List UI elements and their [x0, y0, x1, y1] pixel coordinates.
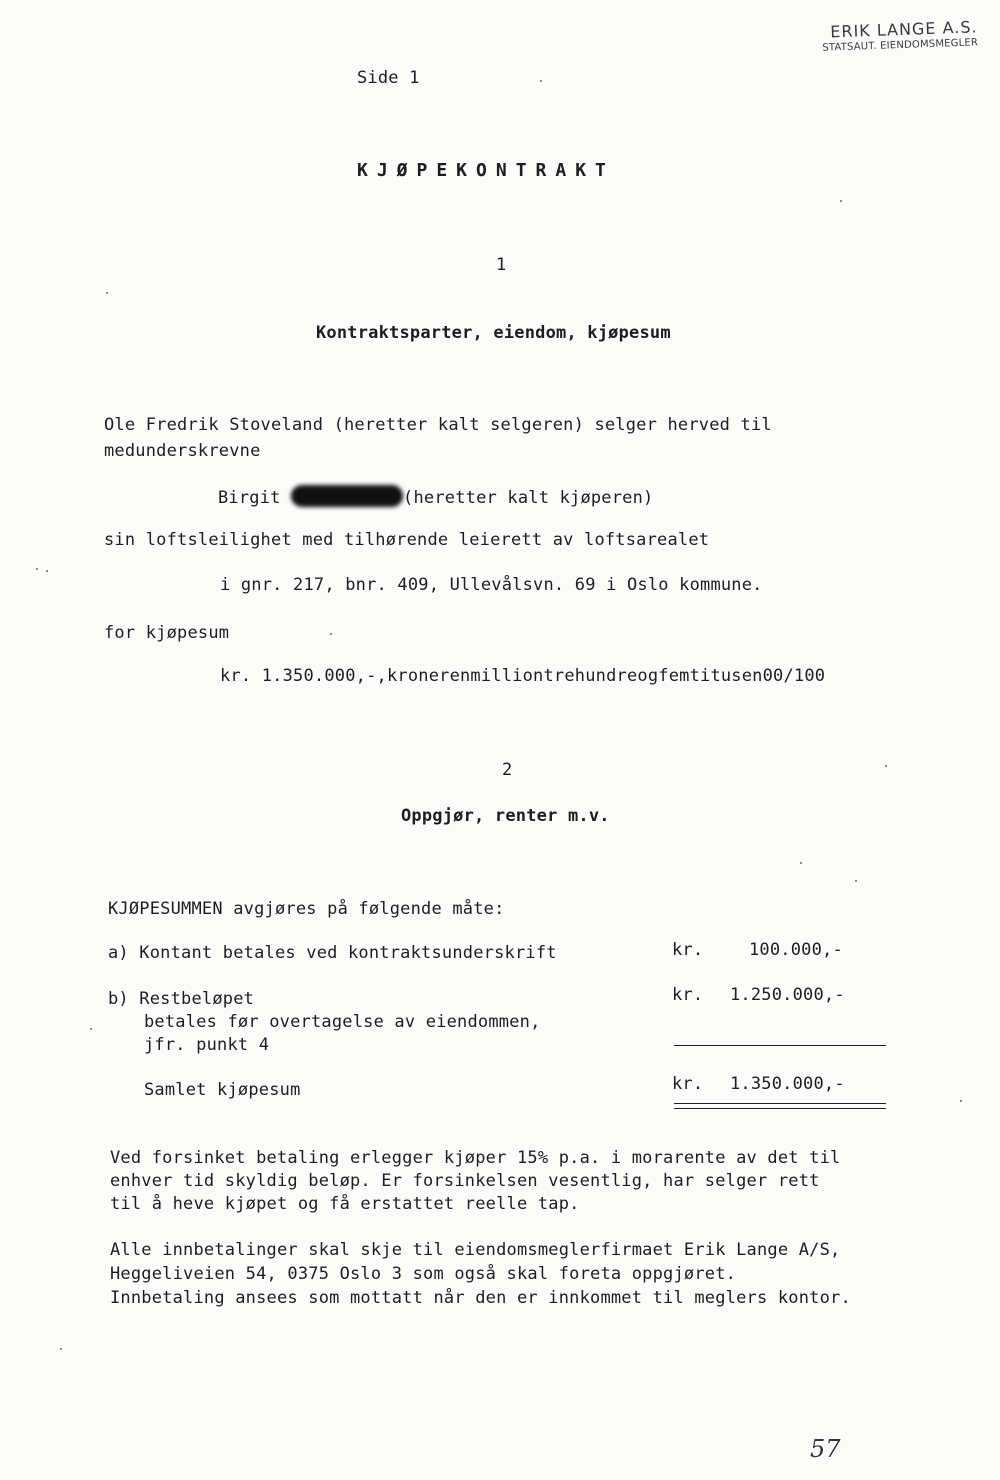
total-label: Samlet kjøpesum [144, 1080, 301, 1100]
scan-speck [540, 80, 542, 82]
total-double-rule-bottom [674, 1108, 886, 1109]
parties-line-2: medunderskrevne [104, 441, 261, 461]
total-amount: 1.350.000,- [730, 1074, 845, 1094]
section-2-number: 2 [502, 760, 513, 780]
item-b-currency: kr. [672, 985, 704, 1005]
payment-info-line-3: Innbetaling ansees som mottatt når den er innkommet til meglers kontor. [110, 1288, 851, 1308]
item-b-detail-1: betales før overtagelse av eiendommen, [144, 1012, 541, 1032]
stamp-company: ERIK LANGE A.S. [830, 17, 979, 42]
buyer-line [218, 485, 653, 508]
item-a-amount: 100.000,- [749, 940, 843, 960]
property-line: sin loftsleilighet med tilhørende leierett av loftsarealet [104, 530, 710, 550]
redacted-surname [291, 485, 403, 507]
item-b-detail-2: jfr. punkt 4 [144, 1035, 270, 1055]
stamp-subtitle: STATSAUT. EIENDOMSMEGLER [822, 37, 979, 54]
document-title: KJØPEKONTRAKT [357, 160, 615, 181]
price-line: kr. 1.350.000,-,kronerenmilliontrehundreogfemtitusen00/100 [220, 666, 826, 686]
payment-info-line-2: Heggeliveien 54, 0375 Oslo 3 som også skal foreta oppgjøret. [110, 1264, 737, 1284]
late-payment-line-2: enhver tid skyldig beløp. Er forsinkelsen vesentlig, har selger rett [110, 1171, 820, 1191]
subtotal-rule [674, 1045, 886, 1046]
buyer-first-name: Birgit [218, 488, 281, 508]
scan-speck [885, 765, 887, 767]
parties-line-1: Ole Fredrik Stoveland (heretter kalt selgeren) selger herved til [104, 415, 772, 435]
scan-speck [840, 200, 842, 202]
late-payment-line-3: til å heve kjøpet og få erstattet reelle tap. [110, 1194, 580, 1214]
address-line: i gnr. 217, bnr. 409, Ullevålsvn. 69 i Oslo kommune. [220, 575, 763, 595]
total-currency: kr. [672, 1074, 704, 1094]
company-stamp [822, 17, 979, 53]
scan-speck [960, 1100, 962, 1102]
payment-info-line-1: Alle innbetalinger skal skje til eiendomsmeglerfirmaet Erik Lange A/S, [110, 1240, 841, 1260]
scan-speck [330, 633, 332, 635]
scan-speck [855, 880, 857, 882]
handwritten-page-number: 57 [810, 1435, 841, 1463]
total-double-rule-top [674, 1103, 886, 1104]
section-1-number: 1 [496, 255, 507, 275]
item-a-currency: kr. [672, 940, 704, 960]
scan-speck [106, 292, 108, 294]
scan-speck [46, 570, 48, 572]
late-payment-line-1: Ved forsinket betaling erlegger kjøper 15% p.a. i morarente av det til [110, 1148, 841, 1168]
scan-speck [800, 862, 802, 864]
payment-intro: KJØPESUMMEN avgjøres på følgende måte: [108, 899, 505, 919]
scan-speck [36, 568, 38, 570]
buyer-suffix: (heretter kalt kjøperen) [403, 488, 654, 508]
item-b-label: b) Restbeløpet [108, 989, 255, 1009]
item-a-label: a) Kontant betales ved kontraktsunderskrift [108, 943, 557, 963]
scan-speck [60, 1348, 62, 1350]
scan-speck [90, 1028, 92, 1030]
page-label: Side 1 [357, 68, 420, 88]
item-b-amount: 1.250.000,- [730, 985, 845, 1005]
price-intro: for kjøpesum [104, 623, 230, 643]
section-2-heading: Oppgjør, renter m.v. [401, 806, 610, 826]
section-1-heading: Kontraktsparter, eiendom, kjøpesum [316, 323, 671, 343]
